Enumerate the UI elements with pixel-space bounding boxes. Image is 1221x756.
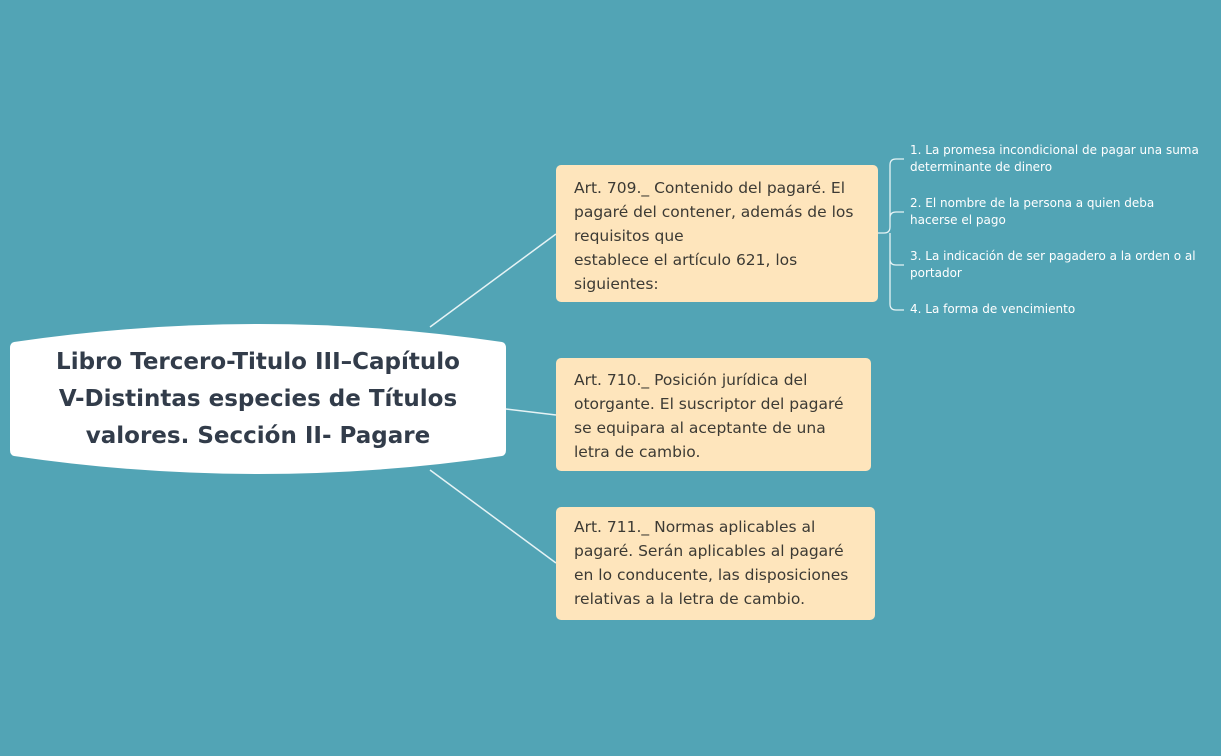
subtopic-2[interactable]: 2. El nombre de la persona a quien deba hacerse el pago <box>910 196 1155 227</box>
subtopic-3[interactable]: 3. La indicación de ser pagadero a la orden o al portador <box>910 249 1196 280</box>
subtopic-4[interactable]: 4. La forma de vencimiento <box>910 302 1076 316</box>
subtopic-1[interactable]: 1. La promesa incondicional de pagar una suma determinante de dinero <box>910 143 1199 174</box>
connector-art709-bracket <box>878 159 904 310</box>
branch-art-709[interactable]: Art. 709._ Contenido del pagaré. El pagaré del contener, además de los requisitos que establece el artículo 621, los siguientes: <box>556 165 878 302</box>
central-topic-node[interactable] <box>10 314 506 484</box>
branch-art-710[interactable]: Art. 710._ Posición jurídica del otorgante. El suscriptor del pagaré se equipara al aceptante de una letra de cambio. <box>556 358 871 471</box>
branch-art-711[interactable]: Art. 711._ Normas aplicables al pagaré. Serán aplicables al pagaré en lo conducente, las disposiciones relativas a la letra de cambio. <box>556 507 875 620</box>
central-topic-label: Libro Tercero-Titulo III–Capítulo V-Distintas especies de Títulos valores. Sección II- Pagare <box>56 348 460 449</box>
connector-central-to-art710 <box>506 409 556 415</box>
